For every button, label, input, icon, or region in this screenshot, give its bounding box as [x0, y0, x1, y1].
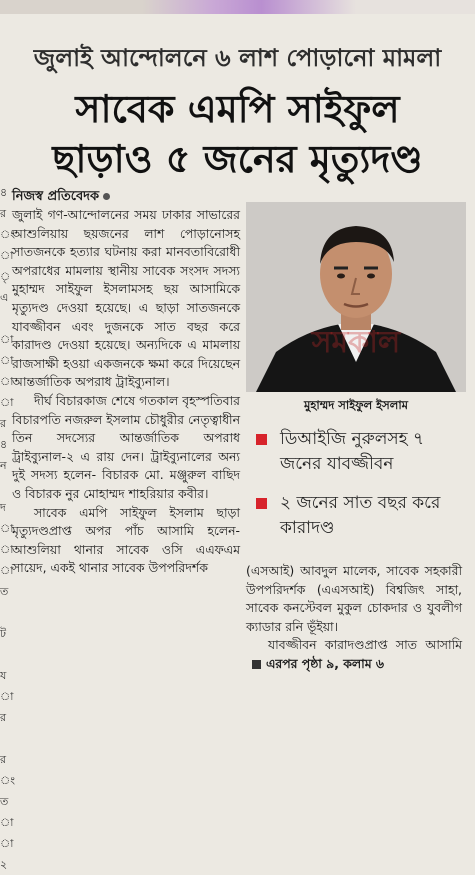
article-column-1	[12, 206, 240, 578]
highlight-1-text: ডিআইজি নুরুলসহ ৭ জনের যাবজ্জীবন	[280, 429, 425, 474]
article-paragraph-1: জুলাই গণ-আন্দোলনের সময় ঢাকার সাভারের আশুলিয়ায় ছয়জনের লাশ পোড়ানোসহ সাতজনকে হত্যার ঘটনায় করা মানবতাবিরোধী অপরাধের মামলায় স্থানীয় সাবেক সংসদ সদস্য মুহাম্মদ সাইফুল ইসলামসহ ছয় আসামিকে মৃত্যুদণ্ড দেওয়া হয়েছে। এ ছাড়া সাতজনকে যাবজ্জীবন এবং দুজনকে সাত বছর করে কারাদণ্ড দেওয়া হয়েছে। অন্যদিকে এ মামলায় রাজসাক্ষী হওয়া একজনকে ক্ষমা করে দিয়েছেন আন্তর্জাতিক অপরাধ ট্রাইব্যুনাল।	[12, 207, 240, 390]
continued-on-page: এরপর পৃষ্ঠা ৯, কলাম ৬	[266, 655, 384, 671]
photo-caption: মুহাম্মদ সাইফুল ইসলাম	[303, 398, 409, 412]
continued-square-icon	[252, 660, 261, 669]
top-photo-strip	[0, 0, 475, 14]
byline-dot-icon	[103, 193, 110, 200]
red-square-bullet-icon	[256, 434, 267, 445]
photo-watermark: সমকাল	[311, 325, 401, 360]
byline-text: নিজস্ব প্রতিবেদক	[12, 189, 100, 204]
article-paragraph-5-text: যাবজ্জীবন কারাদণ্ডপ্রাপ্ত সাত আসামি	[268, 637, 462, 653]
headline-line-2: ছাড়াও ৫ জনের মৃত্যুদণ্ড	[52, 137, 423, 181]
article-paragraph-2: দীর্ঘ বিচারকাজ শেষে গতকাল বৃহস্পতিবার বিচারপতি নজরুল ইসলাম চৌধুরীর নেতৃত্বাধীন তিন সদস্যের আন্তর্জাতিক অপরাধ ট্রাইব্যুনাল-২ এ রায় দেন। ট্রাইব্যুনালের অন্য দুই সদস্য হলেন- বিচারক মো. মঞ্জুরুল বাছিদ ও বিচারক নুর মোহাম্মদ শাহরিয়ার কবীর।	[12, 392, 240, 501]
red-square-bullet-icon	[256, 498, 267, 509]
highlight-1	[256, 427, 468, 477]
highlight-2	[256, 491, 468, 541]
article-paragraph-5	[246, 636, 462, 673]
byline	[12, 187, 110, 208]
highlight-2-text: ২ জনের সাত বছর করে কারাদণ্ড	[280, 493, 441, 538]
left-edge-chars: ৪ র ং া ৃ এ া া া া র ৪ ন দ া া া ত ট য া র র ং ত া া ২	[0, 186, 16, 871]
article-column-2	[246, 562, 462, 674]
headline-line-1: সাবেক এমপি সাইফুল	[75, 87, 400, 131]
article-paragraph-4: (এসআই) আবদুল মালেক, সাবেক সহকারী উপপরিদর্শক (এএসআই) বিশ্বজিৎ সাহা, সাবেক কনস্টেবল মুকুল চোকদার ও যুবলীগ ক্যাডার রনি ভূঁইয়া।	[246, 563, 462, 634]
portrait-photo	[246, 202, 466, 392]
article-paragraph-3: সাবেক এমপি সাইফুল ইসলাম ছাড়া মৃত্যুদণ্ডপ্রাপ্ত অপর পাঁচ আসামি হলেন- আশুলিয়া থানার সাবেক ওসি এএফএম সায়েদ, একই থানার সাবেক উপপরিদর্শক	[12, 504, 240, 576]
portrait-illustration	[246, 202, 466, 392]
kicker-headline: জুলাই আন্দোলনে ৬ লাশ পোড়ানো মামলা	[33, 44, 442, 72]
left-edge-cropped-text	[0, 182, 16, 871]
